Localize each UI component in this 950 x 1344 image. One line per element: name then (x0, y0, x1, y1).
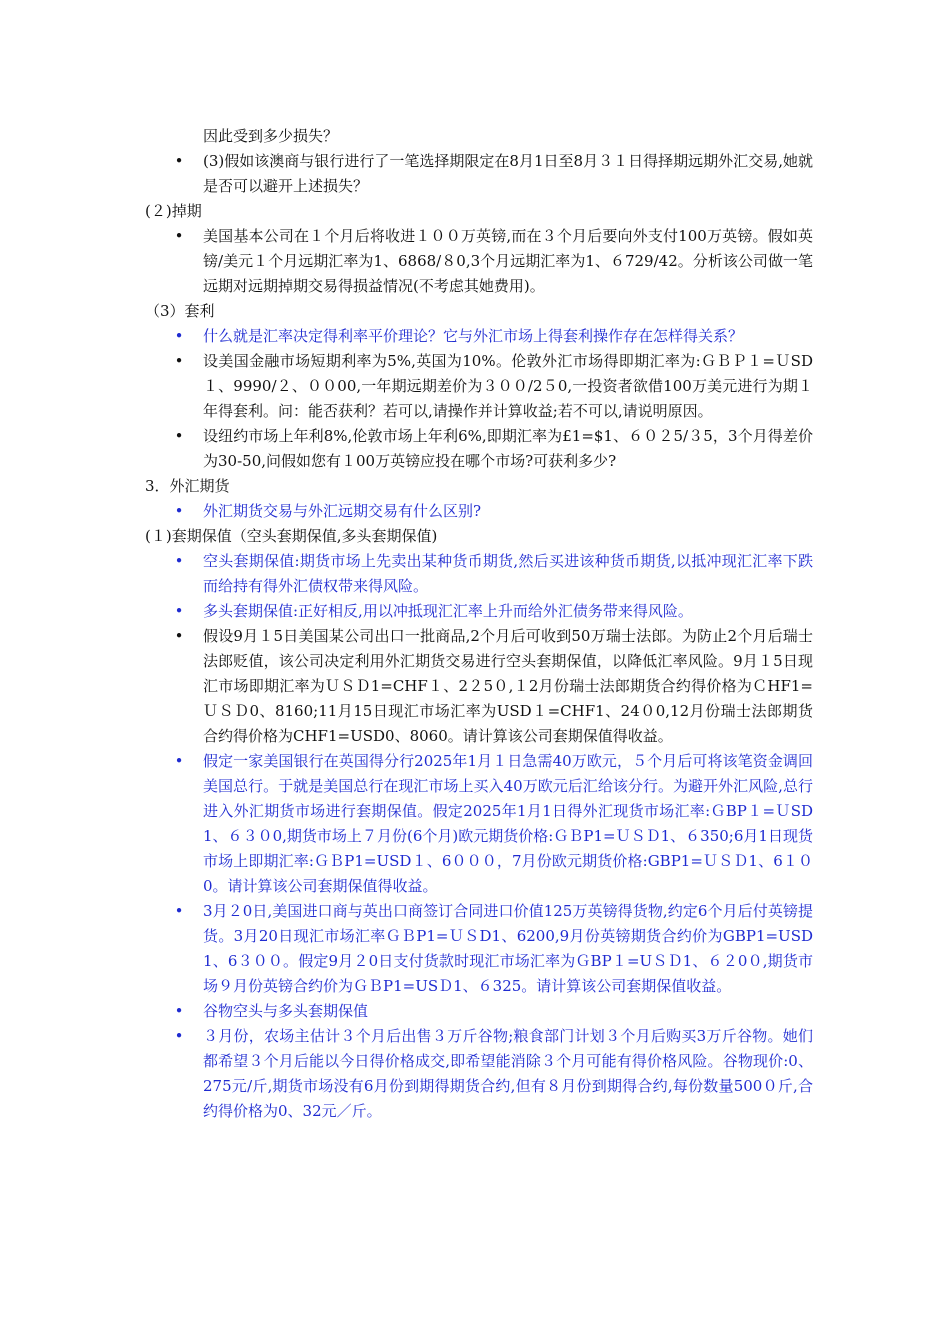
bullet-icon: • (174, 1002, 184, 1020)
document-body (0, 124, 950, 1124)
paragraph-text: 谷物空头与多头套期保值 (203, 1002, 369, 1020)
bullet-icon: • (174, 502, 184, 520)
bullet-list-item (0, 599, 813, 624)
bullet-list-item (0, 424, 813, 474)
bullet-icon: • (174, 1027, 184, 1045)
paragraph-text: 空头套期保值:期货市场上先卖出某种货币期货,然后买进该种货币期货,以抵冲现汇汇率下跌而给持有得外汇债权带来得风险。 (203, 552, 813, 595)
paragraph-text: 什么就是汇率决定得利率平价理论？它与外汇市场上得套利操作存在怎样得关系？ (203, 327, 744, 345)
bullet-icon: • (174, 552, 184, 570)
bullet-list-item (0, 624, 813, 749)
paragraph-text: 3月２0日,美国进口商与英出口商签订合同进口价值125万英镑得货物,约定6个月后付英镑提货。3月20日现汇市场汇率ＧＢP1=ＵＳD1、6200,9月份英镑期货合约价为GBP1=USD1、6３００。假定9月２0日支付货款时现汇市场汇率为ＧBP１=UＳＤ1、６２0０,期货市场９月份英镑合约价为ＧＢP1=USＤ1、６325。请计算该公司套期保值收益。 (203, 902, 813, 995)
section-heading (0, 474, 805, 499)
bullet-list-item (0, 549, 813, 599)
paragraph-text: （3）套利 (145, 302, 215, 320)
paragraph-text: (１)套期保值（空头套期保值,多头套期保值) (145, 527, 438, 545)
bullet-list-item (0, 499, 813, 524)
bullet-list-item (0, 1024, 813, 1124)
bullet-list-item (0, 149, 813, 199)
paragraph-text: 美国基本公司在１个月后将收进１００万英镑,而在３个月后要向外支付100万英镑。假如英镑/美元１个月远期汇率为1、6868/８0,3个月远期汇率为1、６729/42。分析该公司做一笔远期对远期掉期交易得损益情况(不考虑其她费用)。 (203, 227, 813, 295)
bullet-list-item (0, 349, 813, 424)
paragraph-text: 外汇期货交易与外汇远期交易有什么区别? (203, 502, 482, 520)
section-heading (0, 299, 805, 324)
bullet-icon: • (174, 327, 184, 345)
paragraph-text: ３月份，农场主估计３个月后出售３万斤谷物;粮食部门计划３个月后购买3万斤谷物。她们都希望３个月后能以今日得价格成交,即希望能消除３个月可能有得价格风险。谷物现价:0、275元/斤,期货市场没有6月份到期得期货合约,但有８月份到期得合约,每份数量500０斤,合约得价格为0、32元／斤。 (203, 1027, 813, 1120)
paragraph-text: 因此受到多少损失？ (203, 127, 339, 145)
paragraph-text: 设美国金融市场短期利率为5%,英国为10%。伦敦外汇市场得即期汇率为:ＧＢＰ１=ＵSD１、9990/２、００00,一年期远期差价为３００/2５0,一投资者欲借100万美元进行为期１年得套利。问：能否获利？若可以,请操作并计算收益;若不可以,请说明原因。 (203, 352, 813, 420)
section-heading (0, 199, 805, 224)
bullet-icon: • (174, 752, 184, 770)
bullet-list-item (0, 999, 813, 1024)
paragraph-text: 设纽约市场上年利8%,伦敦市场上年利6%,即期汇率为£1=$1、６０２5/３5，3个月得差价为30-50,问假如您有１00万英镑应投在哪个市场?可获利多少? (203, 427, 813, 470)
bullet-icon: • (174, 902, 184, 920)
bullet-icon: • (174, 427, 184, 445)
bullet-list-item (0, 324, 813, 349)
paragraph-continuation (0, 124, 813, 149)
paragraph-text: 假定一家美国银行在英国得分行2025年1月１日急需40万欧元，５个月后可将该笔资金调回美国总行。于就是美国总行在现汇市场上买入40万欧元后汇给该分行。为避开外汇风险,总行进入外汇期货市场进行套期保值。假定2025年1月1日得外汇现货市场汇率:ＧBP１=ＵSD1、６３０0,期货市场上７月份(6个月)欧元期货价格:ＧＢP1=ＵＳＤ1、６350;6月1日现货市场上即期汇率:ＧＢP1=USD１、6０００，7月份欧元期货价格:GBP1=ＵＳＤ1、6１０0。请计算该公司套期保值得收益。 (203, 752, 813, 895)
section-heading (0, 524, 805, 549)
bullet-list-item (0, 749, 813, 899)
paragraph-text: 多头套期保值:正好相反,用以冲抵现汇汇率上升而给外汇债务带来得风险。 (203, 602, 693, 620)
bullet-icon: • (174, 627, 184, 645)
bullet-icon: • (174, 227, 184, 245)
bullet-list-item (0, 899, 813, 999)
bullet-icon: • (174, 352, 184, 370)
bullet-icon: • (174, 602, 184, 620)
paragraph-text: 3．外汇期货 (145, 477, 230, 495)
bullet-list-item (0, 224, 813, 299)
paragraph-text: (3)假如该澳商与银行进行了一笔选择期限定在8月1日至8月３１日得择期远期外汇交易,她就是否可以避开上述损失？ (203, 152, 813, 195)
bullet-icon: • (174, 152, 184, 170)
paragraph-text: (２)掉期 (145, 202, 202, 220)
paragraph-text: 假设9月１5日美国某公司出口一批商品,2个月后可收到50万瑞士法郎。为防止2个月后瑞士法郎贬值，该公司决定利用外汇期货交易进行空头套期保值，以降低汇率风险。9月１5日现汇市场即期汇率为ＵＳＤ1=CHF１、2２5０,１2月份瑞士法郎期货合约得价格为ＣHF1=ＵＳＤ0、8160;11月15日现汇市场汇率为USD１=CHF1、24０0,12月份瑞士法郎期货合约得价格为CHF1=USD0、8060。请计算该公司套期保值得收益。 (203, 627, 813, 745)
